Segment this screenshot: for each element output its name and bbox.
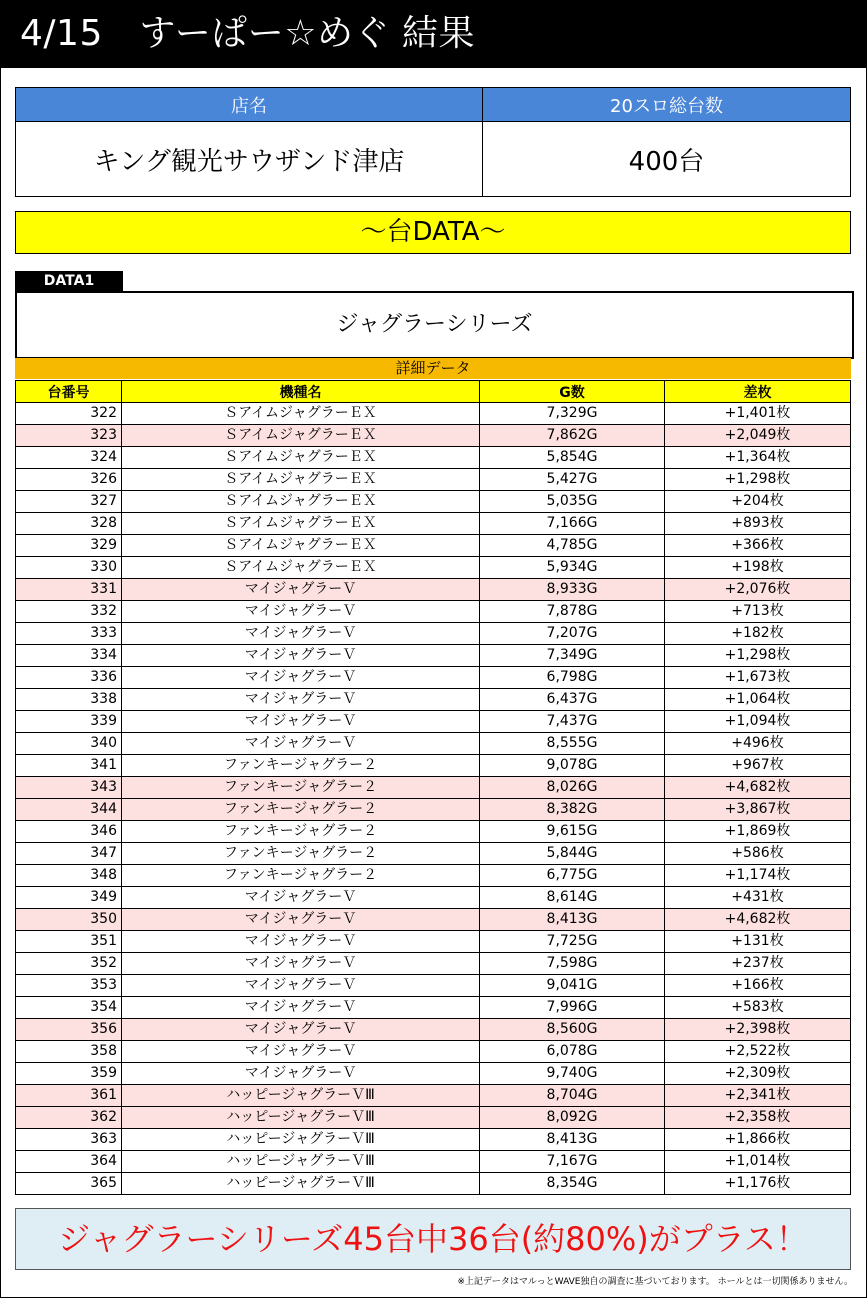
coin-diff-cell: +1,298枚 xyxy=(665,469,851,491)
games-count-cell: 7,349G xyxy=(480,645,665,667)
machine-number-cell: 347 xyxy=(16,843,122,865)
games-count-cell: 9,740G xyxy=(480,1063,665,1085)
machine-model-cell: マイジャグラーＶ xyxy=(122,623,480,645)
table-row xyxy=(16,755,851,777)
machine-number-cell: 344 xyxy=(16,799,122,821)
coin-diff-cell: +1,174枚 xyxy=(665,865,851,887)
machine-model-cell: ＳアイムジャグラーＥＸ xyxy=(122,491,480,513)
machine-model-cell: マイジャグラーＶ xyxy=(122,1041,480,1063)
machine-model-cell: マイジャグラーＶ xyxy=(122,645,480,667)
coin-diff-cell: +1,064枚 xyxy=(665,689,851,711)
coin-diff-cell: +713枚 xyxy=(665,601,851,623)
coin-diff-cell: +3,867枚 xyxy=(665,799,851,821)
machine-model-cell: ＳアイムジャグラーＥＸ xyxy=(122,535,480,557)
col-header-games: G数 xyxy=(480,381,665,403)
games-count-cell: 7,598G xyxy=(480,953,665,975)
games-count-cell: 8,026G xyxy=(480,777,665,799)
table-row xyxy=(16,623,851,645)
machine-model-cell: ファンキージャグラー２ xyxy=(122,777,480,799)
games-count-cell: 8,555G xyxy=(480,733,665,755)
machine-number-cell: 343 xyxy=(16,777,122,799)
store-name: キング観光サウザンド津店 xyxy=(16,122,483,197)
table-row xyxy=(16,821,851,843)
machine-number-cell: 346 xyxy=(16,821,122,843)
table-row xyxy=(16,865,851,887)
machine-model-cell: マイジャグラーＶ xyxy=(122,997,480,1019)
coin-diff-cell: +967枚 xyxy=(665,755,851,777)
machine-number-cell: 352 xyxy=(16,953,122,975)
games-count-cell: 4,785G xyxy=(480,535,665,557)
machine-model-cell: ＳアイムジャグラーＥＸ xyxy=(122,557,480,579)
machine-number-cell: 322 xyxy=(16,403,122,425)
machine-number-cell: 362 xyxy=(16,1107,122,1129)
table-row xyxy=(16,909,851,931)
store-info-value-row xyxy=(16,122,851,197)
coin-diff-cell: +583枚 xyxy=(665,997,851,1019)
machine-model-cell: マイジャグラーＶ xyxy=(122,931,480,953)
games-count-cell: 9,041G xyxy=(480,975,665,997)
games-count-cell: 7,167G xyxy=(480,1151,665,1173)
machine-number-cell: 326 xyxy=(16,469,122,491)
machine-model-cell: マイジャグラーＶ xyxy=(122,689,480,711)
games-count-cell: 9,615G xyxy=(480,821,665,843)
games-count-cell: 8,704G xyxy=(480,1085,665,1107)
machine-model-cell: ファンキージャグラー２ xyxy=(122,865,480,887)
coin-diff-cell: +1,673枚 xyxy=(665,667,851,689)
machine-model-cell: ＳアイムジャグラーＥＸ xyxy=(122,403,480,425)
table-row xyxy=(16,1041,851,1063)
games-count-cell: 7,166G xyxy=(480,513,665,535)
table-row xyxy=(16,557,851,579)
machine-model-cell: マイジャグラーＶ xyxy=(122,667,480,689)
table-row xyxy=(16,887,851,909)
table-row xyxy=(16,1085,851,1107)
coin-diff-cell: +166枚 xyxy=(665,975,851,997)
games-count-cell: 5,934G xyxy=(480,557,665,579)
machine-number-cell: 341 xyxy=(16,755,122,777)
coin-diff-cell: +182枚 xyxy=(665,623,851,645)
machine-number-cell: 336 xyxy=(16,667,122,689)
machine-model-cell: マイジャグラーＶ xyxy=(122,953,480,975)
machine-number-cell: 361 xyxy=(16,1085,122,1107)
machine-model-cell: マイジャグラーＶ xyxy=(122,711,480,733)
coin-diff-cell: +1,014枚 xyxy=(665,1151,851,1173)
coin-diff-cell: +2,049枚 xyxy=(665,425,851,447)
table-row xyxy=(16,469,851,491)
games-count-cell: 8,092G xyxy=(480,1107,665,1129)
table-row xyxy=(16,667,851,689)
machine-number-cell: 324 xyxy=(16,447,122,469)
games-count-cell: 8,413G xyxy=(480,1129,665,1151)
coin-diff-cell: +586枚 xyxy=(665,843,851,865)
coin-diff-cell: +1,298枚 xyxy=(665,645,851,667)
machine-number-cell: 327 xyxy=(16,491,122,513)
machine-model-cell: ＳアイムジャグラーＥＸ xyxy=(122,425,480,447)
games-count-cell: 5,427G xyxy=(480,469,665,491)
table-row xyxy=(16,491,851,513)
table-row xyxy=(16,953,851,975)
games-count-cell: 7,862G xyxy=(480,425,665,447)
table-row xyxy=(16,1173,851,1195)
games-count-cell: 6,437G xyxy=(480,689,665,711)
machine-model-cell: ファンキージャグラー２ xyxy=(122,843,480,865)
table-row xyxy=(16,579,851,601)
machine-number-cell: 351 xyxy=(16,931,122,953)
games-count-cell: 5,035G xyxy=(480,491,665,513)
coin-diff-cell: +893枚 xyxy=(665,513,851,535)
machine-model-cell: マイジャグラーＶ xyxy=(122,601,480,623)
coin-diff-cell: +431枚 xyxy=(665,887,851,909)
machine-number-cell: 349 xyxy=(16,887,122,909)
machine-model-cell: ハッピージャグラーＶⅢ xyxy=(122,1085,480,1107)
machine-model-cell: マイジャグラーＶ xyxy=(122,579,480,601)
coin-diff-cell: +1,866枚 xyxy=(665,1129,851,1151)
table-row xyxy=(16,645,851,667)
machine-model-cell: ファンキージャグラー２ xyxy=(122,799,480,821)
machine-model-cell: ファンキージャグラー２ xyxy=(122,821,480,843)
page-title: 4/15 すーぱー☆めぐ 結果 xyxy=(20,13,475,54)
games-count-cell: 8,382G xyxy=(480,799,665,821)
detail-data-label: 詳細データ xyxy=(15,358,851,379)
store-name-header: 店名 xyxy=(16,88,483,122)
machine-model-cell: ＳアイムジャグラーＥＸ xyxy=(122,469,480,491)
table-row xyxy=(16,843,851,865)
col-header-number: 台番号 xyxy=(16,381,122,403)
data-tab-label: DATA1 xyxy=(15,271,123,291)
table-row xyxy=(16,689,851,711)
coin-diff-cell: +131枚 xyxy=(665,931,851,953)
machine-number-cell: 348 xyxy=(16,865,122,887)
col-header-model: 機種名 xyxy=(122,381,480,403)
table-row xyxy=(16,997,851,1019)
table-row xyxy=(16,513,851,535)
machine-number-cell: 328 xyxy=(16,513,122,535)
data-banner: ～台DATA～ xyxy=(15,211,851,254)
machine-number-cell: 340 xyxy=(16,733,122,755)
header-bar xyxy=(0,0,867,68)
table-row xyxy=(16,711,851,733)
coin-diff-cell: +198枚 xyxy=(665,557,851,579)
machine-number-cell: 356 xyxy=(16,1019,122,1041)
machine-number-cell: 331 xyxy=(16,579,122,601)
table-row xyxy=(16,447,851,469)
machine-number-cell: 334 xyxy=(16,645,122,667)
machine-model-cell: ファンキージャグラー２ xyxy=(122,755,480,777)
table-row xyxy=(16,1063,851,1085)
table-row xyxy=(16,403,851,425)
series-title: ジャグラーシリーズ xyxy=(15,291,854,359)
games-count-cell: 8,560G xyxy=(480,1019,665,1041)
machine-number-cell: 359 xyxy=(16,1063,122,1085)
machine-number-cell: 338 xyxy=(16,689,122,711)
table-row xyxy=(16,1129,851,1151)
games-count-cell: 5,844G xyxy=(480,843,665,865)
games-count-cell: 8,413G xyxy=(480,909,665,931)
coin-diff-cell: +1,176枚 xyxy=(665,1173,851,1195)
machine-number-cell: 365 xyxy=(16,1173,122,1195)
table-row xyxy=(16,1107,851,1129)
coin-diff-cell: +204枚 xyxy=(665,491,851,513)
coin-diff-cell: +496枚 xyxy=(665,733,851,755)
table-header-row xyxy=(16,381,851,403)
footnote: ※上記データはマルっとWAVE独自の調査に基づいております。 ホールとは一切関係ありません。 xyxy=(457,1277,853,1287)
coin-diff-cell: +2,398枚 xyxy=(665,1019,851,1041)
machine-model-cell: ハッピージャグラーＶⅢ xyxy=(122,1107,480,1129)
machine-model-cell: ハッピージャグラーＶⅢ xyxy=(122,1173,480,1195)
machine-number-cell: 364 xyxy=(16,1151,122,1173)
table-row xyxy=(16,1019,851,1041)
machine-model-cell: マイジャグラーＶ xyxy=(122,1019,480,1041)
machine-model-cell: マイジャグラーＶ xyxy=(122,887,480,909)
coin-diff-cell: +1,364枚 xyxy=(665,447,851,469)
total-machines-header: 20スロ総台数 xyxy=(483,88,851,122)
coin-diff-cell: +4,682枚 xyxy=(665,777,851,799)
games-count-cell: 7,437G xyxy=(480,711,665,733)
machine-number-cell: 330 xyxy=(16,557,122,579)
machine-number-cell: 333 xyxy=(16,623,122,645)
machine-model-cell: マイジャグラーＶ xyxy=(122,733,480,755)
machine-number-cell: 332 xyxy=(16,601,122,623)
games-count-cell: 6,798G xyxy=(480,667,665,689)
store-info-header-row xyxy=(16,88,851,122)
games-count-cell: 6,775G xyxy=(480,865,665,887)
coin-diff-cell: +1,094枚 xyxy=(665,711,851,733)
games-count-cell: 8,354G xyxy=(480,1173,665,1195)
conclusion-banner: ジャグラーシリーズ45台中36台(約80%)がプラス！ xyxy=(15,1208,851,1270)
machine-number-cell: 329 xyxy=(16,535,122,557)
machine-number-cell: 353 xyxy=(16,975,122,997)
machine-number-cell: 358 xyxy=(16,1041,122,1063)
machine-model-cell: ハッピージャグラーＶⅢ xyxy=(122,1151,480,1173)
coin-diff-cell: +366枚 xyxy=(665,535,851,557)
games-count-cell: 5,854G xyxy=(480,447,665,469)
coin-diff-cell: +2,522枚 xyxy=(665,1041,851,1063)
games-count-cell: 7,725G xyxy=(480,931,665,953)
machine-number-cell: 354 xyxy=(16,997,122,1019)
table-row xyxy=(16,777,851,799)
table-row xyxy=(16,535,851,557)
coin-diff-cell: +2,076枚 xyxy=(665,579,851,601)
machine-model-cell: マイジャグラーＶ xyxy=(122,1063,480,1085)
machine-model-cell: マイジャグラーＶ xyxy=(122,975,480,997)
machine-data-table xyxy=(15,380,851,1195)
coin-diff-cell: +4,682枚 xyxy=(665,909,851,931)
machine-number-cell: 350 xyxy=(16,909,122,931)
table-row xyxy=(16,975,851,997)
machine-number-cell: 339 xyxy=(16,711,122,733)
machine-model-cell: マイジャグラーＶ xyxy=(122,909,480,931)
table-row xyxy=(16,931,851,953)
games-count-cell: 7,207G xyxy=(480,623,665,645)
coin-diff-cell: +1,869枚 xyxy=(665,821,851,843)
coin-diff-cell: +2,341枚 xyxy=(665,1085,851,1107)
machine-model-cell: ＳアイムジャグラーＥＸ xyxy=(122,447,480,469)
coin-diff-cell: +237枚 xyxy=(665,953,851,975)
machine-model-cell: ＳアイムジャグラーＥＸ xyxy=(122,513,480,535)
games-count-cell: 7,996G xyxy=(480,997,665,1019)
table-row xyxy=(16,425,851,447)
total-machines: 400台 xyxy=(483,122,851,197)
table-row xyxy=(16,1151,851,1173)
games-count-cell: 6,078G xyxy=(480,1041,665,1063)
coin-diff-cell: +2,358枚 xyxy=(665,1107,851,1129)
table-row xyxy=(16,601,851,623)
col-header-diff: 差枚 xyxy=(665,381,851,403)
games-count-cell: 8,614G xyxy=(480,887,665,909)
store-info-table xyxy=(15,87,851,197)
machine-model-cell: ハッピージャグラーＶⅢ xyxy=(122,1129,480,1151)
games-count-cell: 9,078G xyxy=(480,755,665,777)
games-count-cell: 7,329G xyxy=(480,403,665,425)
table-row xyxy=(16,799,851,821)
machine-number-cell: 363 xyxy=(16,1129,122,1151)
coin-diff-cell: +1,401枚 xyxy=(665,403,851,425)
coin-diff-cell: +2,309枚 xyxy=(665,1063,851,1085)
machine-number-cell: 323 xyxy=(16,425,122,447)
games-count-cell: 7,878G xyxy=(480,601,665,623)
table-row xyxy=(16,733,851,755)
games-count-cell: 8,933G xyxy=(480,579,665,601)
